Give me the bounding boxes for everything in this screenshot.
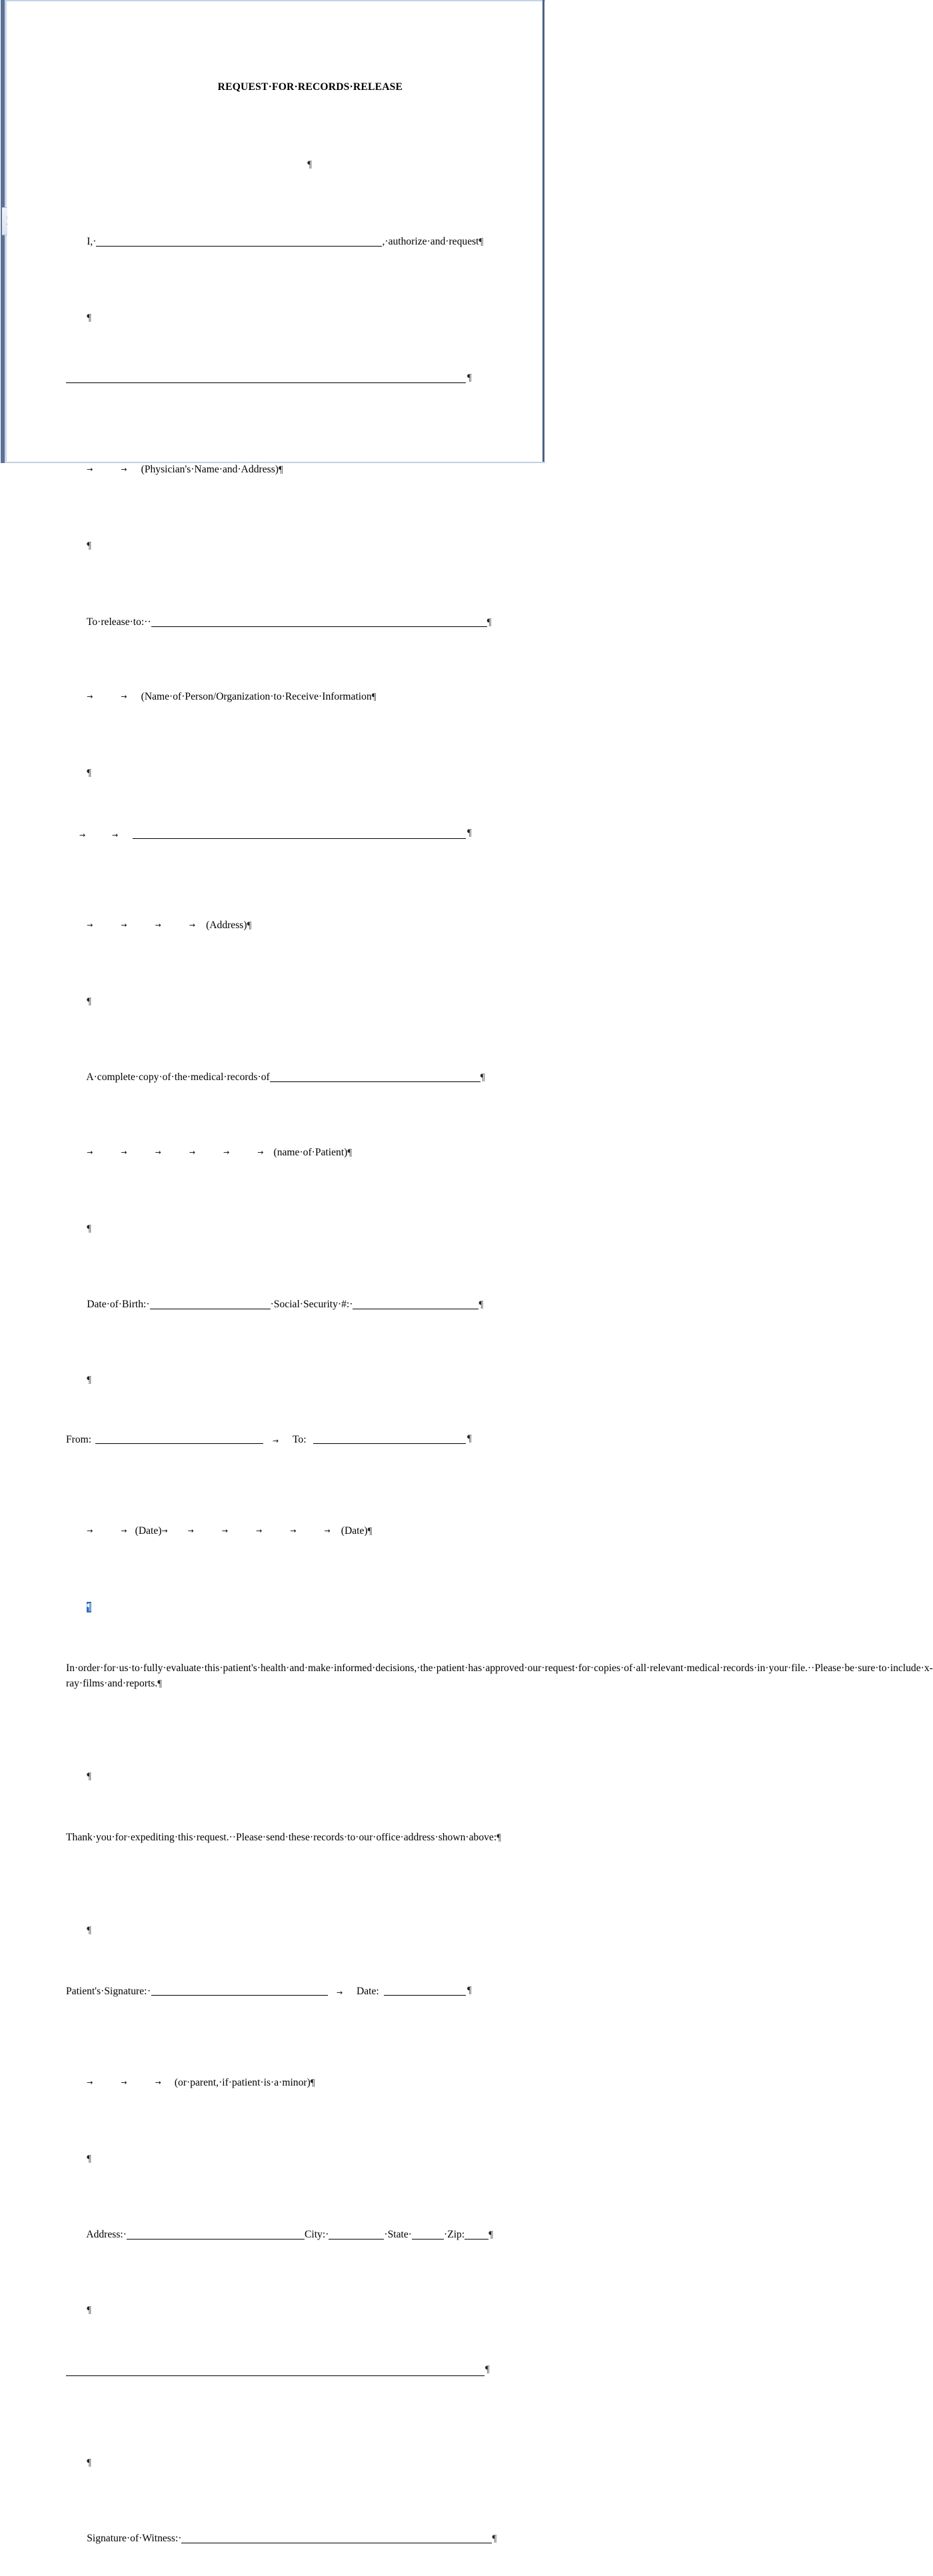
tab-mark: → bbox=[87, 1527, 93, 1535]
empty-paragraph-6 bbox=[66, 1205, 532, 1234]
line-org-label bbox=[66, 674, 532, 702]
line-authorize: I,· ,·authorize·and·request¶ bbox=[87, 236, 484, 247]
ssn-label: Social·Security·#: bbox=[273, 1299, 350, 1310]
tab-mark: → bbox=[161, 1527, 168, 1535]
address-caption: (Address) bbox=[206, 920, 247, 931]
pilcrow-mark: ¶ bbox=[467, 1985, 472, 1996]
body-paragraph-2-text: Thank·you·for·expediting·this·request.··Please·send·these·records·to·our·office·address·shown·above: bbox=[66, 1832, 497, 1843]
line-patient-name-label bbox=[66, 1129, 532, 1158]
line-minor-caption bbox=[66, 2060, 532, 2088]
tab-mark: → bbox=[121, 921, 127, 930]
pilcrow-mark: ¶ bbox=[87, 540, 91, 551]
line-witness-signature: Signature·of·Witness:· ¶ bbox=[87, 2533, 497, 2544]
document-body bbox=[66, 1, 933, 2576]
empty-paragraph-12 bbox=[66, 2439, 532, 2468]
empty-paragraph-3 bbox=[66, 522, 532, 551]
pilcrow-mark: ¶ bbox=[87, 2305, 91, 2315]
physician-blank-field[interactable] bbox=[66, 382, 466, 383]
from-label: From: bbox=[66, 1434, 92, 1445]
tab-mark: → bbox=[221, 1527, 229, 1535]
pilcrow-mark: ¶ bbox=[467, 828, 472, 838]
patient-signature-blank-field[interactable] bbox=[151, 1995, 328, 1996]
tab-mark: → bbox=[256, 1527, 263, 1535]
pilcrow-mark: ¶ bbox=[157, 1678, 163, 1689]
from-date-caption: (Date) bbox=[135, 1525, 162, 1537]
tab-mark: → bbox=[87, 465, 93, 474]
pilcrow-mark: ¶ bbox=[486, 617, 492, 628]
line-dob-ssn: Date·of·Birth:· ·Social·Security·#:· ¶ bbox=[87, 1299, 484, 1310]
tab-mark: → bbox=[155, 921, 161, 930]
body-paragraph-1-text: In·order·for·us·to·fully·evaluate·this·patient's·health·and·make·informed·decisions,·the·patient·has·approved·our·request·for·copies·of·all·relevant·medical·records·in·your·file.··Please·be·sure·to·include·x-ray·films·and·reports. bbox=[66, 1662, 933, 1689]
pilcrow-mark: ¶ bbox=[87, 313, 91, 323]
pilcrow-mark: ¶ bbox=[87, 1223, 91, 1234]
physician-caption: (Physician's·Name·and·Address) bbox=[141, 464, 279, 475]
authorize-blank-field[interactable] bbox=[96, 237, 382, 247]
empty-paragraph-5 bbox=[66, 978, 532, 1007]
zip-label: Zip: bbox=[447, 2229, 465, 2240]
pilcrow-mark: ¶ bbox=[496, 1832, 501, 1843]
tab-mark: → bbox=[112, 831, 119, 840]
tab-mark: → bbox=[121, 1527, 127, 1535]
tab-mark: → bbox=[87, 692, 93, 701]
line-records-of bbox=[66, 1054, 532, 1083]
patient-name-blank-field[interactable] bbox=[270, 1072, 480, 1082]
pilcrow-mark: ¶ bbox=[87, 2154, 91, 2164]
body-paragraph-2 bbox=[66, 1830, 501, 1846]
line-address-rule bbox=[66, 826, 532, 841]
dob-blank-field[interactable] bbox=[150, 1299, 271, 1309]
state-label: State bbox=[387, 2229, 409, 2240]
empty-paragraph-4 bbox=[66, 750, 532, 778]
line-address-city-state-zip: Address:· City:· ·State· ·Zip: ¶ bbox=[86, 2229, 493, 2240]
blank-full-width-field[interactable] bbox=[66, 2375, 484, 2376]
line-release-to: To·release·to:·· ¶ bbox=[86, 616, 492, 628]
pilcrow-mark: ¶ bbox=[87, 768, 91, 778]
witness-label: Signature·of·Witness: bbox=[87, 2533, 179, 2544]
tab-mark: → bbox=[290, 1527, 297, 1535]
pilcrow-mark: ¶ bbox=[488, 2230, 493, 2240]
tab-mark: → bbox=[87, 2078, 93, 2087]
pilcrow-mark: ¶ bbox=[307, 159, 312, 170]
line-address-label bbox=[66, 902, 532, 931]
release-to-label: To·release·to: bbox=[86, 616, 145, 628]
page-title: REQUEST·FOR·RECORDS·RELEASE bbox=[217, 81, 403, 93]
tab-mark: → bbox=[324, 1527, 331, 1535]
pilcrow-mark: ¶ bbox=[367, 1526, 373, 1537]
to-date-caption: (Date) bbox=[341, 1525, 368, 1537]
tab-mark: → bbox=[121, 1148, 127, 1157]
pilcrow-mark: ¶ bbox=[87, 996, 91, 1007]
dob-label: Date·of·Birth: bbox=[87, 1299, 147, 1310]
pilcrow-mark: ¶ bbox=[371, 692, 377, 702]
pilcrow-mark: ¶ bbox=[478, 237, 484, 247]
authorize-suffix-label: ,·authorize·and·request bbox=[382, 236, 479, 247]
signature-date-label: Date: bbox=[357, 1986, 379, 1997]
patient-name-caption: (name·of·Patient) bbox=[273, 1147, 348, 1158]
from-date-blank-field[interactable] bbox=[95, 1443, 263, 1444]
address-blank-input[interactable] bbox=[127, 2230, 305, 2240]
tab-mark: → bbox=[187, 1527, 194, 1535]
empty-paragraph-selected bbox=[66, 1584, 532, 1612]
tab-mark: → bbox=[223, 1148, 230, 1157]
records-of-label: A·complete·copy·of·the·medical·records·of bbox=[86, 1071, 270, 1083]
pilcrow-mark: ¶ bbox=[485, 2364, 490, 2375]
city-label: City: bbox=[304, 2229, 326, 2240]
to-label: To: bbox=[293, 1434, 307, 1445]
signature-date-blank-field[interactable] bbox=[384, 1995, 466, 1996]
pilcrow-mark: ¶ bbox=[87, 1925, 91, 1936]
authorize-prefix-label: I, bbox=[87, 236, 93, 247]
tab-mark: → bbox=[121, 2078, 127, 2087]
body-paragraph-1 bbox=[66, 1660, 933, 1692]
line-patient-signature: Patient's·Signature: · → Date: ¶ bbox=[66, 1984, 532, 1998]
window-right-edge bbox=[545, 0, 548, 463]
line-physician-label bbox=[66, 446, 532, 475]
line-physician-rule bbox=[66, 371, 532, 385]
empty-paragraph-2 bbox=[66, 295, 532, 323]
minor-caption: (or·parent,·if·patient·is·a·minor) bbox=[174, 2077, 311, 2088]
pilcrow-mark: ¶ bbox=[87, 2457, 91, 2468]
to-date-blank-field[interactable] bbox=[313, 1443, 466, 1444]
org-caption: (Name·of·Person/Organization·to·Receive·Information bbox=[141, 691, 372, 702]
document-title-line bbox=[66, 63, 532, 93]
empty-paragraph-10 bbox=[66, 2136, 532, 2164]
pilcrow-mark: ¶ bbox=[467, 1433, 472, 1444]
tab-mark: → bbox=[189, 921, 196, 930]
state-blank-input[interactable] bbox=[412, 2230, 444, 2240]
address-blank-field[interactable] bbox=[133, 838, 466, 839]
empty-paragraph-1 bbox=[66, 141, 532, 170]
tab-mark: → bbox=[155, 2078, 161, 2087]
tab-mark: → bbox=[79, 831, 86, 840]
tab-mark: → bbox=[337, 1988, 343, 1997]
tab-mark: → bbox=[189, 1148, 196, 1157]
pilcrow-mark: ¶ bbox=[467, 372, 472, 383]
witness-blank-field[interactable] bbox=[181, 2533, 492, 2543]
zip-blank-input[interactable] bbox=[465, 2230, 488, 2240]
empty-paragraph-7 bbox=[66, 1357, 532, 1385]
pilcrow-mark: ¶ bbox=[247, 920, 252, 931]
pilcrow-mark: ¶ bbox=[347, 1147, 353, 1158]
empty-paragraph-9 bbox=[66, 1907, 532, 1936]
window-right-border bbox=[542, 0, 544, 463]
empty-paragraph-11 bbox=[66, 2287, 532, 2315]
tab-mark: → bbox=[155, 1148, 161, 1157]
tab-mark: → bbox=[121, 692, 127, 701]
pilcrow-mark-selected[interactable]: ¶ bbox=[87, 1602, 91, 1612]
pilcrow-mark: ¶ bbox=[310, 2078, 315, 2088]
line-from-to bbox=[66, 1432, 532, 1447]
document-page[interactable] bbox=[7, 1, 933, 2544]
pilcrow-mark: ¶ bbox=[478, 1299, 484, 1310]
line-blank-rule bbox=[66, 2363, 532, 2378]
patient-signature-label: Patient's·Signature: bbox=[66, 1986, 147, 1997]
tab-mark: → bbox=[87, 921, 93, 930]
pilcrow-mark: ¶ bbox=[87, 1375, 91, 1385]
pilcrow-mark: ¶ bbox=[87, 1771, 91, 1782]
empty-paragraph-8 bbox=[66, 1753, 532, 1782]
pilcrow-mark: ¶ bbox=[492, 2533, 497, 2544]
tab-mark: → bbox=[257, 1148, 264, 1157]
pilcrow-mark: ¶ bbox=[480, 1072, 485, 1083]
tab-mark: → bbox=[121, 465, 127, 474]
tab-mark: → bbox=[273, 1437, 279, 1445]
release-to-blank-field[interactable] bbox=[151, 617, 487, 627]
pilcrow-mark: ¶ bbox=[278, 464, 283, 475]
line-date-captions bbox=[66, 1508, 532, 1537]
ssn-blank-field[interactable] bbox=[353, 1299, 478, 1309]
city-blank-input[interactable] bbox=[329, 2230, 384, 2240]
tab-mark: → bbox=[87, 1148, 93, 1157]
address-field-label: Address: bbox=[86, 2229, 123, 2240]
